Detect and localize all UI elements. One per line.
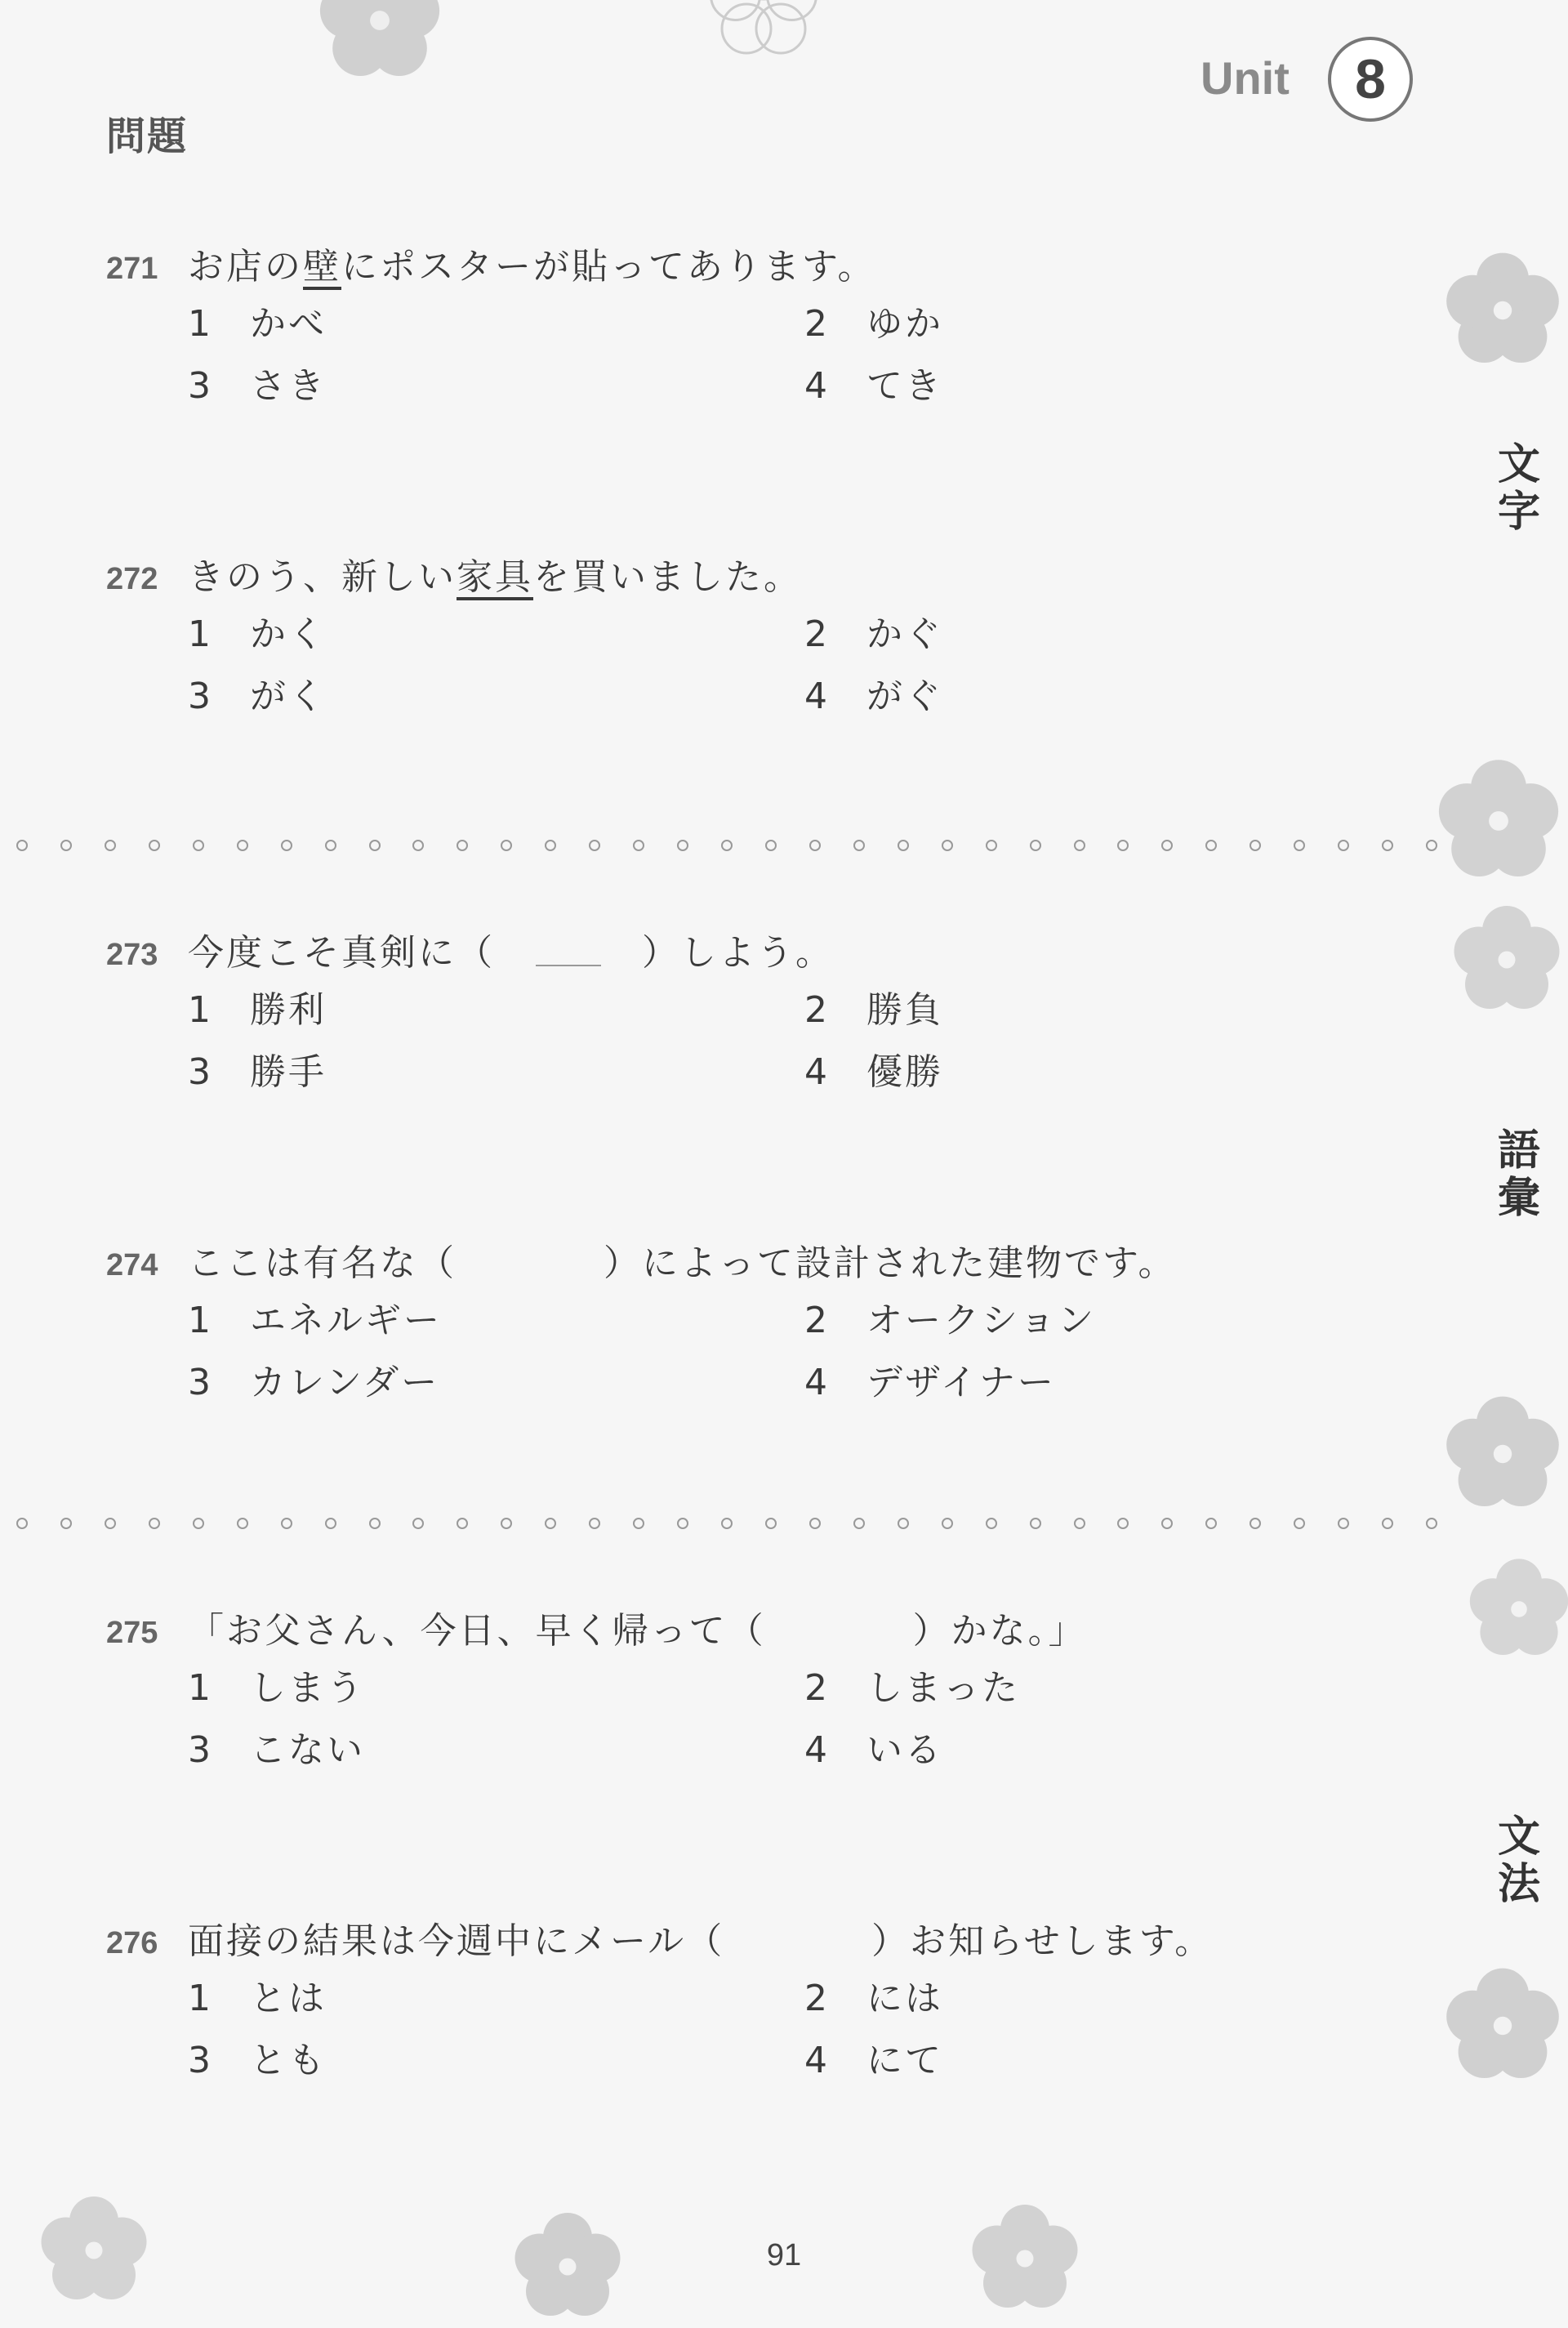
flower-decoration: [702, 0, 825, 65]
question-text: [188, 1920, 1213, 1962]
option-4[interactable]: [804, 1720, 943, 1773]
option-2[interactable]: [804, 1658, 1020, 1710]
option-text: 優勝: [866, 1051, 943, 1093]
question-number: 274: [106, 1248, 158, 1282]
page-number: 91: [766, 2238, 802, 2272]
question-number: 276: [106, 1926, 158, 1960]
option-4[interactable]: [804, 1353, 1056, 1405]
option-number: 1: [188, 613, 213, 655]
text-part: 今度こそ真剣に（: [188, 932, 495, 974]
text-part: ）によって設計された建物です。: [604, 1242, 1177, 1284]
option-row: [106, 1720, 1413, 1782]
question-stem: [106, 1601, 1413, 1658]
flower-decoration: [1437, 1389, 1568, 1519]
option-text: がぐ: [866, 676, 943, 717]
option-text: には: [866, 1978, 943, 2019]
option-row: [106, 356, 1413, 418]
question-number: 272: [106, 562, 158, 596]
question-number: 271: [106, 252, 158, 286]
text-part: にポスターが貼ってあります。: [341, 246, 876, 288]
question-271: [106, 237, 1413, 418]
question-text: [188, 1610, 1087, 1652]
question-stem: [106, 237, 1413, 294]
option-text: とも: [250, 2040, 327, 2081]
option-text: カレンダー: [250, 1362, 440, 1403]
question-text: [188, 556, 802, 598]
text-part: 面接の結果は今週中にメール（: [188, 1920, 725, 1962]
text-part: を買いました。: [533, 556, 802, 598]
option-row: [106, 604, 1413, 667]
option-number: 2: [804, 989, 830, 1031]
option-number: 3: [188, 2040, 213, 2081]
question-273: [106, 923, 1413, 1104]
option-3[interactable]: [188, 356, 327, 408]
question-text: [188, 246, 875, 288]
option-text: 勝利: [250, 989, 327, 1031]
option-2[interactable]: [804, 294, 943, 346]
question-274: [106, 1233, 1413, 1415]
option-3[interactable]: [188, 1353, 439, 1405]
text-part: お店の: [188, 246, 303, 288]
option-text: オークション: [866, 1300, 1097, 1341]
option-2[interactable]: [804, 604, 943, 657]
option-2[interactable]: [804, 980, 943, 1032]
flower-decoration: [1437, 245, 1568, 376]
question-272: [106, 547, 1413, 729]
option-text: てき: [866, 365, 943, 407]
option-number: 1: [188, 1667, 213, 1709]
option-1[interactable]: [188, 1969, 327, 2021]
option-text: いる: [866, 1729, 943, 1771]
option-text: かく: [250, 613, 327, 655]
option-number: 3: [188, 1362, 213, 1403]
text-part: ）お知らせします。: [871, 1920, 1214, 1962]
unit-label: Unit: [1200, 52, 1290, 104]
option-row: [106, 1042, 1413, 1104]
text-part: 「お父さん、今日、早く帰って（: [188, 1610, 766, 1652]
option-number: 3: [188, 1729, 213, 1771]
question-text: [188, 932, 834, 974]
unit-number: 8: [1328, 37, 1413, 122]
question-stem: [106, 1911, 1413, 1969]
option-number: 3: [188, 1051, 213, 1093]
option-2[interactable]: [804, 1969, 943, 2021]
option-row: [106, 294, 1413, 356]
question-stem: [106, 923, 1413, 980]
option-row: [106, 980, 1413, 1042]
option-text: さき: [250, 365, 327, 407]
option-text: とは: [250, 1978, 327, 2019]
option-row: [106, 1658, 1413, 1720]
option-1[interactable]: [188, 1658, 365, 1710]
option-number: 2: [804, 303, 830, 345]
option-text: こない: [250, 1729, 365, 1771]
question-stem: [106, 1233, 1413, 1291]
option-text: かぐ: [866, 613, 943, 655]
option-number: 3: [188, 676, 213, 717]
flower-decoration: [1462, 1552, 1568, 1666]
option-number: 1: [188, 303, 213, 345]
option-number: 4: [804, 365, 830, 407]
option-4[interactable]: [804, 2031, 943, 2083]
option-number: 4: [804, 1362, 830, 1403]
option-3[interactable]: [188, 2031, 327, 2083]
flower-decoration: [1437, 1960, 1568, 2091]
option-row: [106, 2031, 1413, 2093]
option-1[interactable]: [188, 980, 327, 1032]
text-part: ここは有名な（: [188, 1242, 457, 1284]
flower-decoration: [1429, 751, 1568, 890]
question-number: 273: [106, 938, 158, 972]
option-3[interactable]: [188, 667, 327, 719]
option-number: 4: [804, 1051, 830, 1093]
option-number: 3: [188, 365, 213, 407]
option-number: 2: [804, 1978, 830, 2019]
option-1[interactable]: [188, 294, 327, 346]
option-number: 2: [804, 613, 830, 655]
option-4[interactable]: [804, 356, 943, 408]
option-2[interactable]: [804, 1291, 1096, 1343]
question-stem: [106, 547, 1413, 604]
option-text: ゆか: [866, 303, 943, 345]
flower-decoration: [1446, 899, 1568, 1021]
text-part: ）しよう。: [642, 932, 834, 974]
option-text: しまった: [866, 1667, 1020, 1709]
question-275: [106, 1601, 1413, 1782]
option-1[interactable]: [188, 1291, 442, 1343]
text-part: きのう、新しい: [188, 556, 457, 598]
option-row: [106, 1969, 1413, 2031]
page-title: 問題: [106, 114, 189, 159]
option-number: 1: [188, 1300, 213, 1341]
option-number: 4: [804, 676, 830, 717]
option-3[interactable]: [188, 1042, 327, 1095]
underlined-word: 壁: [303, 246, 341, 288]
option-text: エネルギー: [250, 1300, 442, 1341]
option-text: かべ: [250, 303, 327, 345]
option-row: [106, 667, 1413, 729]
option-text: 勝手: [250, 1051, 327, 1093]
option-number: 4: [804, 1729, 830, 1771]
question-text: [188, 1242, 1176, 1284]
option-row: [106, 1291, 1413, 1353]
option-row: [106, 1353, 1413, 1415]
option-3[interactable]: [188, 1720, 365, 1773]
underlined-word: 家具: [457, 556, 533, 598]
option-4[interactable]: [804, 667, 943, 719]
option-number: 2: [804, 1667, 830, 1709]
dotted-separator: [16, 1515, 1437, 1532]
question-276: [106, 1911, 1413, 2093]
option-number: 1: [188, 989, 213, 1031]
side-tab-goi: 語 彙: [1497, 1126, 1540, 1223]
option-text: しまう: [250, 1667, 365, 1709]
option-text: にて: [866, 2040, 943, 2081]
option-number: 2: [804, 1300, 830, 1341]
side-tab-moji: 文 字: [1497, 440, 1540, 537]
side-tab-bunpo: 文 法: [1497, 1813, 1540, 1909]
flower-decoration: [310, 0, 449, 90]
option-number: 1: [188, 1978, 213, 2019]
question-number: 275: [106, 1616, 158, 1650]
option-text: がく: [250, 676, 327, 717]
option-text: デザイナー: [866, 1362, 1056, 1403]
option-4[interactable]: [804, 1042, 943, 1095]
option-text: 勝負: [866, 989, 943, 1031]
option-number: 4: [804, 2040, 830, 2081]
dotted-separator: [16, 837, 1437, 854]
text-part: ）かな。」: [912, 1610, 1087, 1652]
option-1[interactable]: [188, 604, 327, 657]
